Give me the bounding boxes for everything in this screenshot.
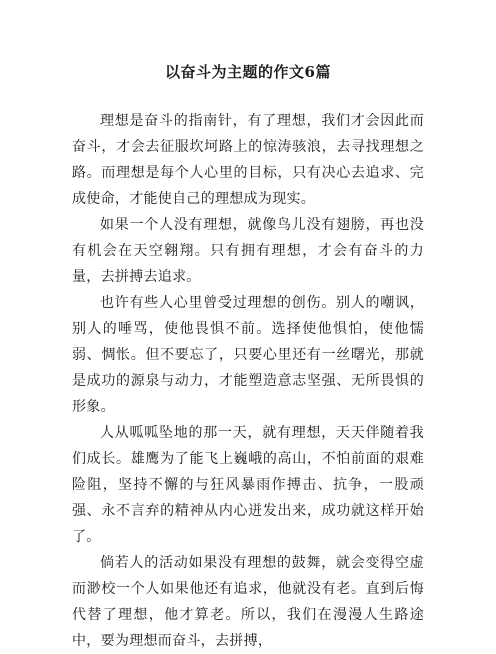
paragraph-4: 人从呱呱坠地的那一天，就有理想，天天伴随着我们成长。雄鹰为了能飞上巍峨的高山，不怕前面的艰难险阻，坚持不懈的与狂风暴雨作搏击、抗争，一股顽强、永不言弃的精神从内心迸发出来，成功就这样开始了。 [72, 425, 424, 545]
paragraph-3: 也许有些人心里曾受过理想的创伤。别人的嘲讽，别人的唾骂，使他畏惧不前。选择使他惧怕，使他懦弱、惆怅。但不要忘了，只要心里还有一丝曙光，那就是成功的源泉与动力，才能塑造意志坚强、无所畏惧的形象。 [72, 295, 424, 415]
paragraph-1: 理想是奋斗的指南针，有了理想，我们才会因此而奋斗，才会去征服坎坷路上的惊涛骇浪，去寻找理想之路。而理想是每个人心里的目标，只有决心去追求、完成使命，才能使自己的理想成为现实。 [72, 113, 424, 207]
paragraph-2: 如果一个人没有理想，就像鸟儿没有翅膀，再也没有机会在天空翱翔。只有拥有理想，才会有奋斗的力量，去拼搏去追求。 [72, 217, 424, 285]
paragraph-5: 倘若人的活动如果没有理想的鼓舞，就会变得空虚而渺校一个人如果他还有追求，他就没有老。直到后悔代替了理想，他才算老。所以，我们在漫漫人生路途中，要为理想而奋斗，去拼搏， [72, 555, 424, 649]
document-title: 以奋斗为主题的作文6篇 [165, 63, 331, 81]
